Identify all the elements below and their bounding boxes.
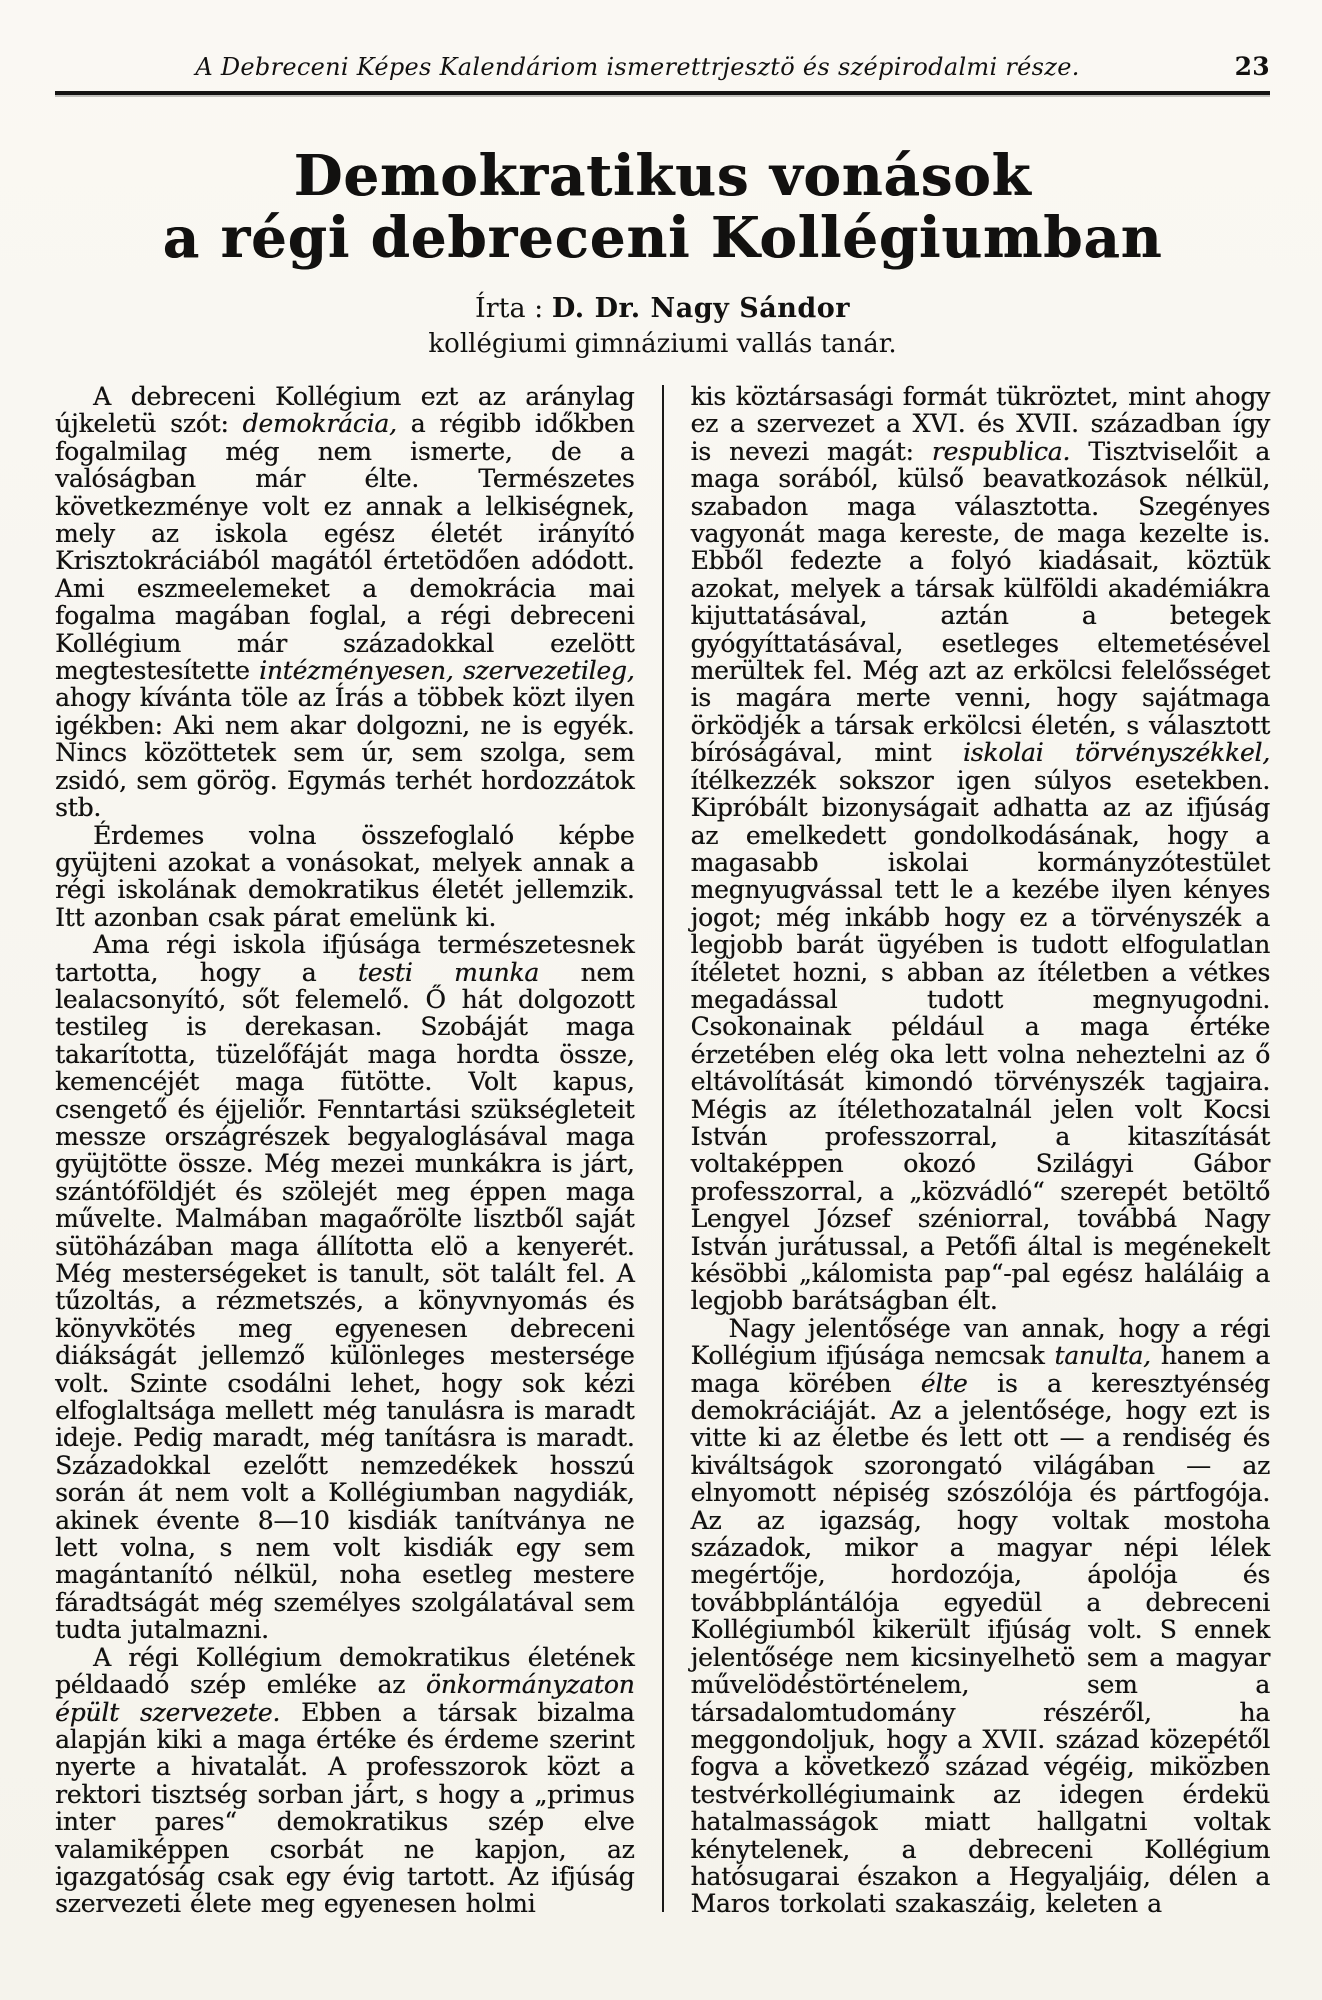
header-rule: [55, 91, 1270, 95]
byline: [55, 293, 1270, 325]
paragraph: A debreceni Kollégium ezt az aránylag újkeletü szót: demokrácia, a régibb időkben fogalmilag még nem ismerte, de a valóságban már élte. Természetes következménye volt ez annak a lelkiségnek, mely az iskola egész életét irányító Krisztokráciából magától értetödően adódott. Ami eszmeelemeket a demokrácia mai fogalma magában foglal, a régi debreceni Kollégium már századokkal ezelött megtestesítette intézményesen, szervezetileg, ahogy kívánta töle az Írás a többek közt ilyen igékben: Aki nem akar dolgozni, ne is egyék. Nincs közöttetek sem úr, sem szolga, sem zsidó, sem görög. Egymás terhét hordozzátok stb.: [55, 382, 635, 823]
paragraph: A régi Kollégium demokratikus életének példaadó szép emléke az önkormányzaton épült szervezete. Ebben a társak bizalma alapján kiki a maga értéke és érdeme szerint nyerte a hivatalát. A professzorok közt a rektori tisztség sorban járt, s hogy a „primus inter pares“ demokratikus szép elve valamiképpen csorbát ne kapjon, az igazgatóság csak egy évig tartott. Az ifjúság szervezeti élete meg egyenesen holmi: [55, 1642, 635, 1919]
article-title: [55, 145, 1270, 269]
article-body: [55, 383, 1270, 1918]
running-title: A Debreceni Képes Kalendáriom ismerettrjesztö és szépirodalmi része.: [195, 53, 1080, 81]
running-head: [55, 52, 1270, 82]
paragraph: Érdemes volna összefoglaló képbe gyüjteni azokat a vonásokat, melyek annak a régi iskolának demokratikus életét jellemzik. Itt azonban csak párat emelünk ki.: [55, 820, 635, 932]
article-title-line1: Demokratikus vonások: [293, 143, 1032, 209]
byline-prefix: Írta :: [475, 293, 544, 324]
column-left: [55, 383, 635, 1918]
page-number: 23: [1234, 52, 1270, 81]
column-divider: [662, 385, 665, 1912]
column-right: [690, 383, 1270, 1918]
paragraph: Nagy jelentősége van annak, hogy a régi Kollégium ifjúsága nemcsak tanulta, hanem a maga körében élte is a keresztyénség demokráciáját. Az a jelentősége, hogy ezt is vitte ki az életbe és lett ott — a rendiség és kiváltságok szorongató világában — az elnyomott népiség szószólója és pártfogója. Az az igazság, hogy voltak mostoha századok, mikor a magyar népi lélek megértője, hordozója, ápolója és továbbplántálója egyedül a debreceni Kollégiumból kikerült ifjúság volt. S ennek jelentősége nem kicsinyelhetö sem a magyar művelödéstörténelem, sem a társadalomtudomány részéről, ha meggondoljuk, hogy a XVII. század közepétől fogva a következő század végéig, miközben testvérkollégiumaink az idegen érdekü hatalmasságok miatt hallgatni voltak kénytelenek, a debreceni Kollégium hatósugarai északon a Hegyaljáig, délen a Maros torkolati szakaszáig, keleten a: [690, 1313, 1270, 1919]
paragraph: Ama régi iskola ifjúsága természetesnek tartotta, hogy a testi munka nem lealacsonyító, sőt felemelő. Ő hát dolgozott testileg is derekasan. Szobáját maga takarította, tüzelőfáját maga hordta össze, kemencéjét maga fütötte. Volt kapus, csengető és éjjeliőr. Fenntartási szükségleteit messze országrészek begyaloglásával maga gyüjtötte össze. Még mezei munkákra is járt, szántóföldjét és szölejét meg éppen maga művelte. Malmában magaőrölte lisztből saját sütöházában maga állította elö a kenyerét. Még mesterségeket is tanult, söt talált fel. A tűzoltás, a rézmetszés, a könyvnyomás és könyvkötés meg egyenesen debreceni diákságát jellemző különleges mestersége volt. Szinte csodálni lehet, hogy sok kézi elfoglaltsága mellett még tanulásra is maradt ideje. Pedig maradt, még tanításra is maradt. Századokkal ezelőtt nemzedékek hosszú során át nem volt a Kollégiumban nagydiák, akinek évente 8—10 kisdiák tanítványa ne lett volna, s nem volt kisdiák egy sem magántanító nélkül, noha esetleg mestere fáradtságát még személyes szolgálatával sem tudta jutalmazni.: [55, 930, 635, 1645]
paragraph: kis köztársasági formát tükröztet, mint ahogy ez a szervezet a XVI. és XVII. században így is nevezi magát: respublica. Tisztviselőit a maga sorából, külső beavatkozások nélkül, szabadon maga választotta. Szegényes vagyonát maga kereste, de maga kezelte is. Ebből fedezte a folyó kiadásait, köztük azokat, melyek a társak külföldi akadémiákra kijuttatásával, aztán a betegek gyógyíttatásával, esetleges eltemetésével merültek fel. Még azt az erkölcsi felelősséget is magára merte venni, hogy sajátmaga örködjék a társak erkölcsi életén, s választott bíróságával, mint iskolai törvényszékkel, ítélkezzék sokszor igen súlyos esetekben. Kipróbált bizonyságait adhatta az az ifjúság az emelkedett gondolkodásának, hogy a magasabb iskolai kormányzótestület megnyugvással tett le a kezébe ilyen kényes jogot; még inkább hogy ez a törvényszék a legjobb barát ügyében is tudott elfogulatlan ítéletet hozni, s abban az ítéletben a vétkes megadással tudott megnyugodni. Csokonainak például a maga értéke érzetében elég oka lett volna neheztelni az ő eltávolítását kimondó törvényszék tagjaira. Mégis az ítélethozatalnál jelen volt Kocsi István professzorral, a kitaszítását voltaképpen okozó Szilágyi Gábor professzorral, a „közvádló“ szerepét betöltő Lengyel József széniorral, továbbá Nagy István jurátussal, a Petőfi által is megénekelt késöbbi „kálomista pap“-pal egész haláláig a legjobb barátságban élt.: [690, 382, 1270, 1316]
article-title-line2: a régi debreceni Kollégiumban: [162, 205, 1163, 271]
byline-author: D. Dr. Nagy Sándor: [551, 293, 850, 324]
byline-role: kollégiumi gimnáziumi vallás tanár.: [428, 329, 897, 359]
